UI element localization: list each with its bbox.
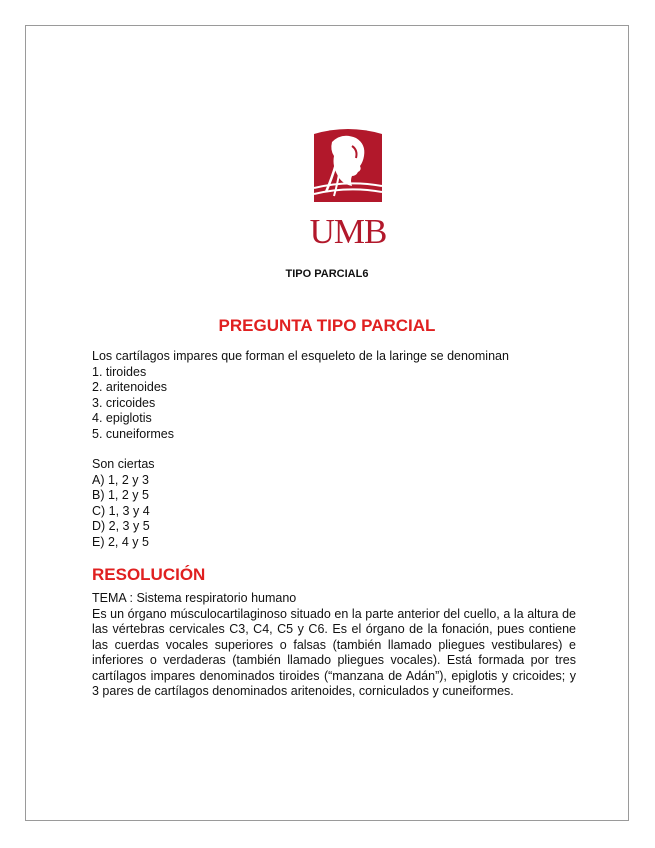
answer-option: D) 2, 3 y 5: [92, 519, 150, 533]
document-body: [92, 349, 576, 700]
list-item: 1. tiroides: [92, 364, 147, 379]
document-page: [25, 25, 629, 821]
list-item: 3. cricoides: [92, 395, 156, 410]
umb-emblem-icon: [292, 106, 404, 210]
prompt-text: Son ciertas: [92, 457, 155, 471]
document-subtitle: TIPO PARCIAL6: [285, 268, 369, 280]
answer-option: A) 1, 2 y 3: [92, 472, 149, 487]
answer-option: E) 2, 4 y 5: [92, 534, 149, 549]
answer-option: C) 1, 3 y 4: [92, 503, 150, 518]
resolution-heading: RESOLUCIÓN: [92, 565, 206, 584]
resolution-text: Es un órgano músculocartilaginoso situado en la parte anterior del cuello, a la altura de las vértebras cervicales C3, C4, C5 y C6. Es el órgano de la fonación, pues contiene las cuerdas vocales superiores o falsas (también llamado pliegues vestibulares) e inferiores o verdaderas (también llamado pliegues vocales). Está formada por tres cartílagos impares denominados tiroides (“manzana de Adán”), epiglotis y cricoides; y 3 pares de cartílagos denominados aritenoides, corniculados y cuneiformes.: [92, 606, 576, 698]
logo-text: UMB: [309, 212, 387, 251]
list-item: 2. aritenoides: [92, 380, 168, 394]
answer-options: [92, 473, 576, 551]
answer-option: B) 1, 2 y 5: [92, 488, 149, 502]
list-item: 4. epiglotis: [92, 411, 152, 425]
umb-logo: [292, 106, 404, 258]
question-text: Los cartílagos impares que forman el esqueleto de la laringe se denominan: [92, 349, 509, 363]
topic-line: TEMA : Sistema respiratorio humano: [92, 591, 297, 605]
question-heading: PREGUNTA TIPO PARCIAL: [218, 316, 436, 335]
numbered-list: [92, 365, 576, 443]
list-item: 5. cuneiformes: [92, 426, 174, 441]
